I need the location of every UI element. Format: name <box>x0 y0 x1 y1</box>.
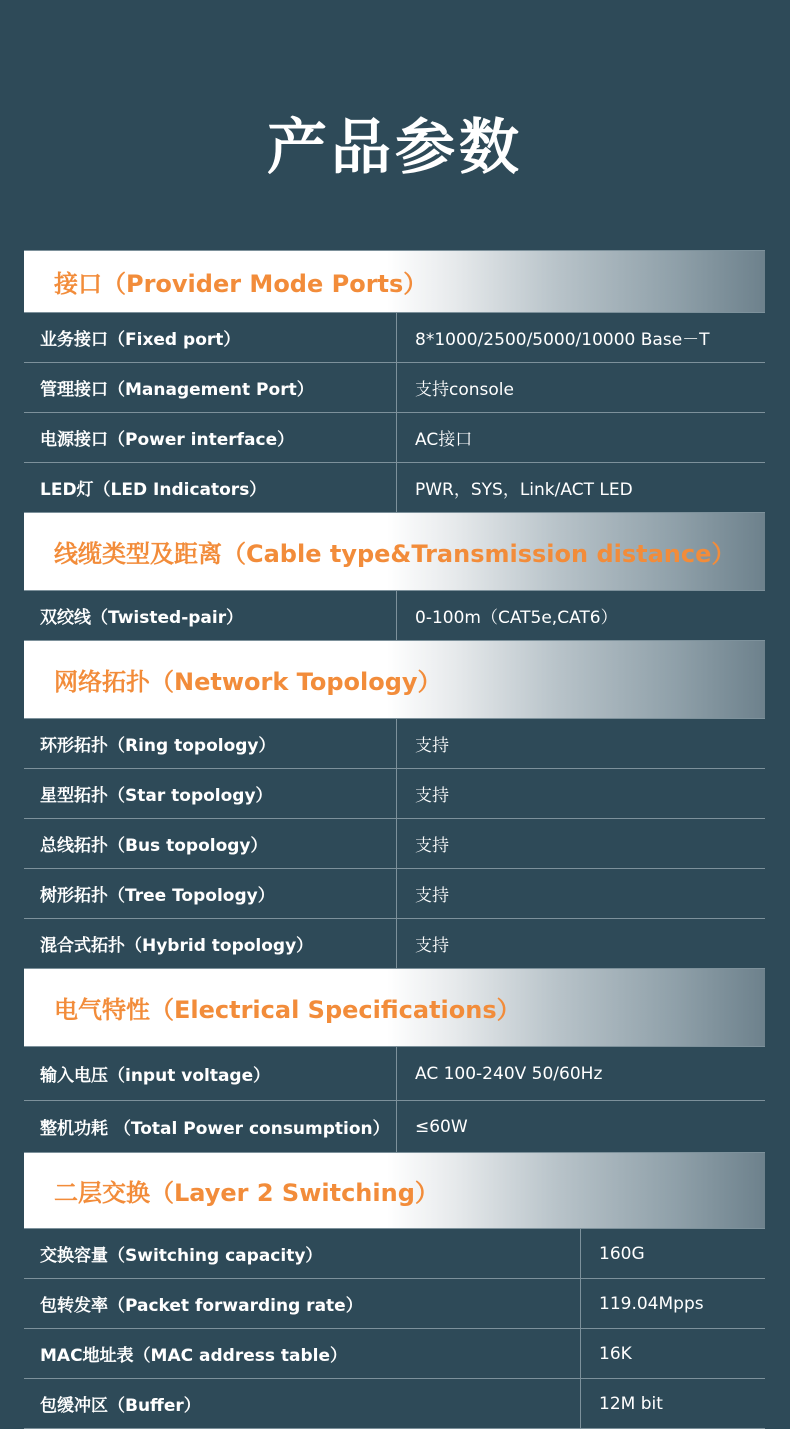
row-value: 12M bit <box>599 1393 663 1414</box>
row-value: ≤60W <box>415 1116 468 1137</box>
section-heading-topology: 网络拓扑（Network Topology） <box>24 641 765 719</box>
section-heading-cable: 线缆类型及距离（Cable type&Transmission distance） <box>24 513 765 591</box>
row-label: 星型拓扑（Star topology） <box>24 769 397 818</box>
row-value: 支持 <box>415 936 449 956</box>
row-value: 8*1000/2500/5000/10000 Base－T <box>415 330 710 350</box>
table-row <box>24 719 765 769</box>
table-row <box>24 1101 765 1153</box>
section-heading-electrical: 电气特性（Electrical Specifications） <box>24 969 765 1047</box>
row-value: 支持console <box>415 380 514 400</box>
row-label: 电源接口（Power interface） <box>24 413 397 462</box>
table-row <box>24 1329 765 1379</box>
row-label: LED灯（LED Indicators） <box>24 463 397 512</box>
row-label: 整机功耗 （Total Power consumption） <box>24 1101 397 1152</box>
row-label: 混合式拓扑（Hybrid topology） <box>24 919 397 968</box>
table-row <box>24 413 765 463</box>
table-row <box>24 591 765 641</box>
row-value: 0-100m（CAT5e,CAT6） <box>415 608 618 628</box>
table-row <box>24 1229 765 1279</box>
table-row <box>24 1279 765 1329</box>
row-label: 交换容量（Switching capacity） <box>24 1229 581 1278</box>
row-label: 环形拓扑（Ring topology） <box>24 719 397 768</box>
row-value: 支持 <box>415 786 449 806</box>
table-row <box>24 819 765 869</box>
row-value: AC 100-240V 50/60Hz <box>415 1063 603 1084</box>
table-row <box>24 869 765 919</box>
row-label: 业务接口（Fixed port） <box>24 313 397 362</box>
table-row <box>24 313 765 363</box>
row-value: 支持 <box>415 886 449 906</box>
section-heading-switching: 二层交换（Layer 2 Switching） <box>24 1153 765 1229</box>
row-value: AC接口 <box>415 430 473 450</box>
table-row <box>24 769 765 819</box>
table-row <box>24 463 765 513</box>
page-title: 产品参数 <box>267 113 523 183</box>
row-label: 总线拓扑（Bus topology） <box>24 819 397 868</box>
row-label: MAC地址表（MAC address table） <box>24 1329 581 1378</box>
table-row <box>24 1379 765 1429</box>
row-label: 包转发率（Packet forwarding rate） <box>24 1279 581 1328</box>
table-row <box>24 1047 765 1101</box>
table-row <box>24 363 765 413</box>
row-label: 管理接口（Management Port） <box>24 363 397 412</box>
row-value: 16K <box>599 1343 632 1364</box>
section-heading-ports: 接口（Provider Mode Ports） <box>24 251 765 313</box>
row-value: PWR，SYS，Link/ACT LED <box>415 480 633 500</box>
row-label: 包缓冲区（Buffer） <box>24 1379 581 1428</box>
spec-table <box>24 250 765 1429</box>
row-label: 双绞线（Twisted-pair） <box>24 591 397 640</box>
row-value: 119.04Mpps <box>599 1293 704 1314</box>
row-label: 树形拓扑（Tree Topology） <box>24 869 397 918</box>
table-row <box>24 919 765 969</box>
row-label: 输入电压（input voltage） <box>24 1047 397 1100</box>
row-value: 支持 <box>415 836 449 856</box>
row-value: 160G <box>599 1243 645 1264</box>
row-value: 支持 <box>415 736 449 756</box>
